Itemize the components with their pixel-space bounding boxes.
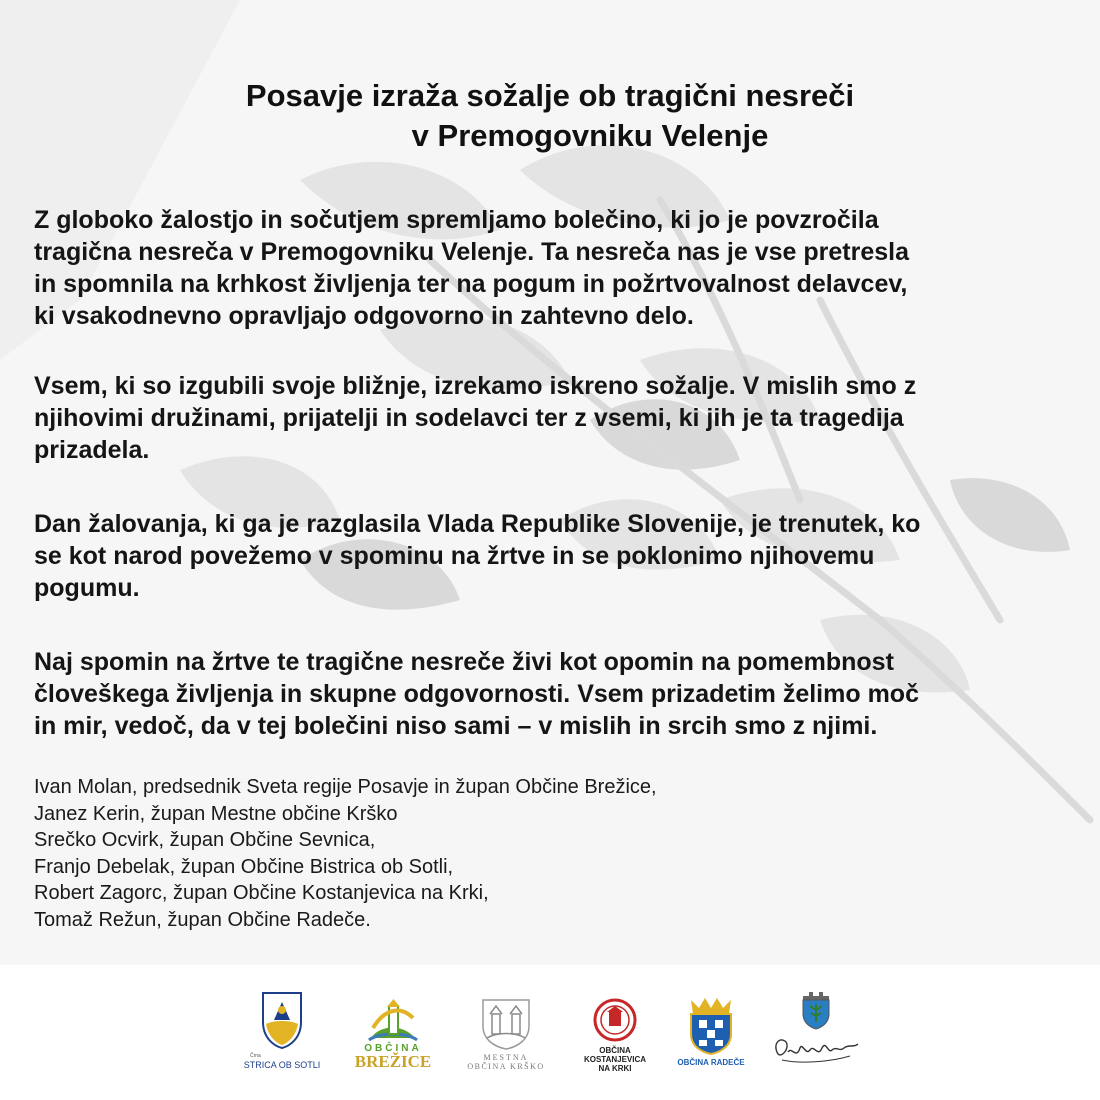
logo-krsko	[458, 996, 554, 1071]
paragraph-line: Z globoko žalostjo in sočutjem spremljamo bolečino, ki jo je povzročila	[34, 206, 879, 234]
page-title	[0, 76, 1100, 156]
signatory: Janez Kerin, župan Mestne občine Krško	[34, 802, 398, 825]
bistrica-coat-of-arms-icon	[260, 990, 304, 1050]
signatory: Franjo Debelak, župan Občine Bistrica ob Sotli,	[34, 855, 454, 878]
paragraph-line: njihovimi družinami, prijatelji in sodelavci ter z vsemi, ki jih je ta tragedija	[34, 404, 904, 432]
paragraph-line: in mir, vedoč, da v tej bolečini niso sami – v mislih in srcih smo z njimi.	[34, 712, 878, 740]
logo-radece	[676, 994, 746, 1067]
krsko-coat-of-arms-icon	[479, 996, 533, 1050]
krsko-logo-name: OBČINA KRŠKO	[467, 1062, 545, 1071]
logo-brezice	[350, 998, 436, 1071]
paragraph-line: Vsem, ki so izgubili svoje bližnje, izrekamo iskreno sožalje. V mislih smo z	[34, 372, 917, 400]
paragraph-1	[34, 204, 1074, 332]
brezice-logo-top: OBČINA	[364, 1043, 422, 1054]
brezice-tower-icon	[367, 998, 419, 1044]
paragraph-4	[34, 646, 1074, 742]
paragraph-3	[34, 508, 1074, 604]
kostanjevica-logo-line2: KOSTANJEVICA	[583, 1055, 647, 1064]
bistrica-logo-name: STRICA OB SOTLI	[243, 1060, 321, 1070]
radece-logo-name: OBČINA RADEČE	[677, 1058, 745, 1067]
brezice-logo-name: BREŽICE	[354, 1052, 432, 1071]
signatory: Tomaž Režun, župan Občine Radeče.	[34, 908, 371, 931]
title-line-1: Posavje izraža sožalje ob tragični nesreči	[245, 78, 855, 113]
kostanjevica-logo-line3: NA KRKI	[598, 1064, 632, 1073]
paragraph-line: in spomnila na krhkost življenja ter na pogum in požrtvovalnost delavcev,	[34, 270, 908, 298]
paragraph-line: tragična nesreča v Premogovniku Velenje. Ta nesreča nas je vse pretresla	[34, 238, 909, 266]
paragraph-line: prizadela.	[34, 436, 150, 464]
signatory: Ivan Molan, predsednik Sveta regije Posavje in župan Občine Brežice,	[34, 776, 657, 798]
logo-kostanjevica	[572, 998, 658, 1073]
sevnica-signature-icon	[770, 1030, 862, 1066]
paragraph-line: se kot narod povežemo v spominu na žrtve in se poklonimo njihovemu	[34, 542, 875, 570]
krsko-logo-top: MESTNA	[483, 1053, 529, 1062]
paragraph-line: Naj spomin na žrtve te tragične nesreče živi kot opomin na pomembnost	[34, 648, 894, 676]
kostanjevica-seal-icon	[593, 998, 637, 1042]
logo-sevnica	[766, 990, 866, 1066]
title-line-2: v Premogovniku Velenje	[411, 118, 769, 153]
signatories-list	[34, 774, 657, 933]
paragraph-line: ki vsakodnevno opravljajo odgovorno in zahtevno delo.	[34, 302, 694, 330]
paragraph-line: pogumu.	[34, 574, 140, 602]
signatory: Srečko Ocvirk, župan Občine Sevnica,	[34, 829, 376, 851]
logo-bistrica-ob-sotli	[243, 990, 321, 1070]
bistrica-logo-small: Črna	[250, 1053, 261, 1059]
paragraph-line: Dan žalovanja, ki ga je razglasila Vlada Republike Slovenije, je trenutek, ko	[34, 510, 921, 538]
radece-coat-of-arms-icon	[683, 994, 739, 1056]
kostanjevica-logo-line1: OBČINA	[599, 1046, 631, 1055]
sevnica-coat-of-arms-icon	[799, 990, 833, 1030]
signatory: Robert Zagorc, župan Občine Kostanjevica na Krki,	[34, 882, 489, 904]
paragraph-2	[34, 370, 1074, 466]
paragraph-line: človeškega življenja in skupne odgovornosti. Vsem prizadetim želimo moč	[34, 680, 919, 708]
